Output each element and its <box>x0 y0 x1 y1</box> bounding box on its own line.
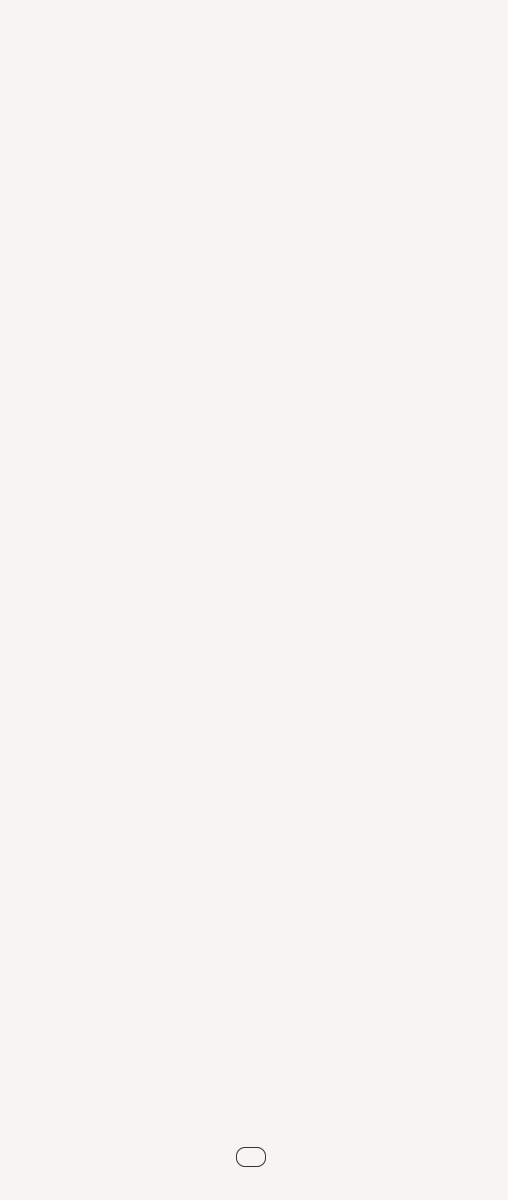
section-dedao <box>34 374 502 376</box>
unit-header <box>34 316 502 320</box>
page-footer-mark <box>236 1147 266 1167</box>
section-fugui <box>34 764 502 766</box>
